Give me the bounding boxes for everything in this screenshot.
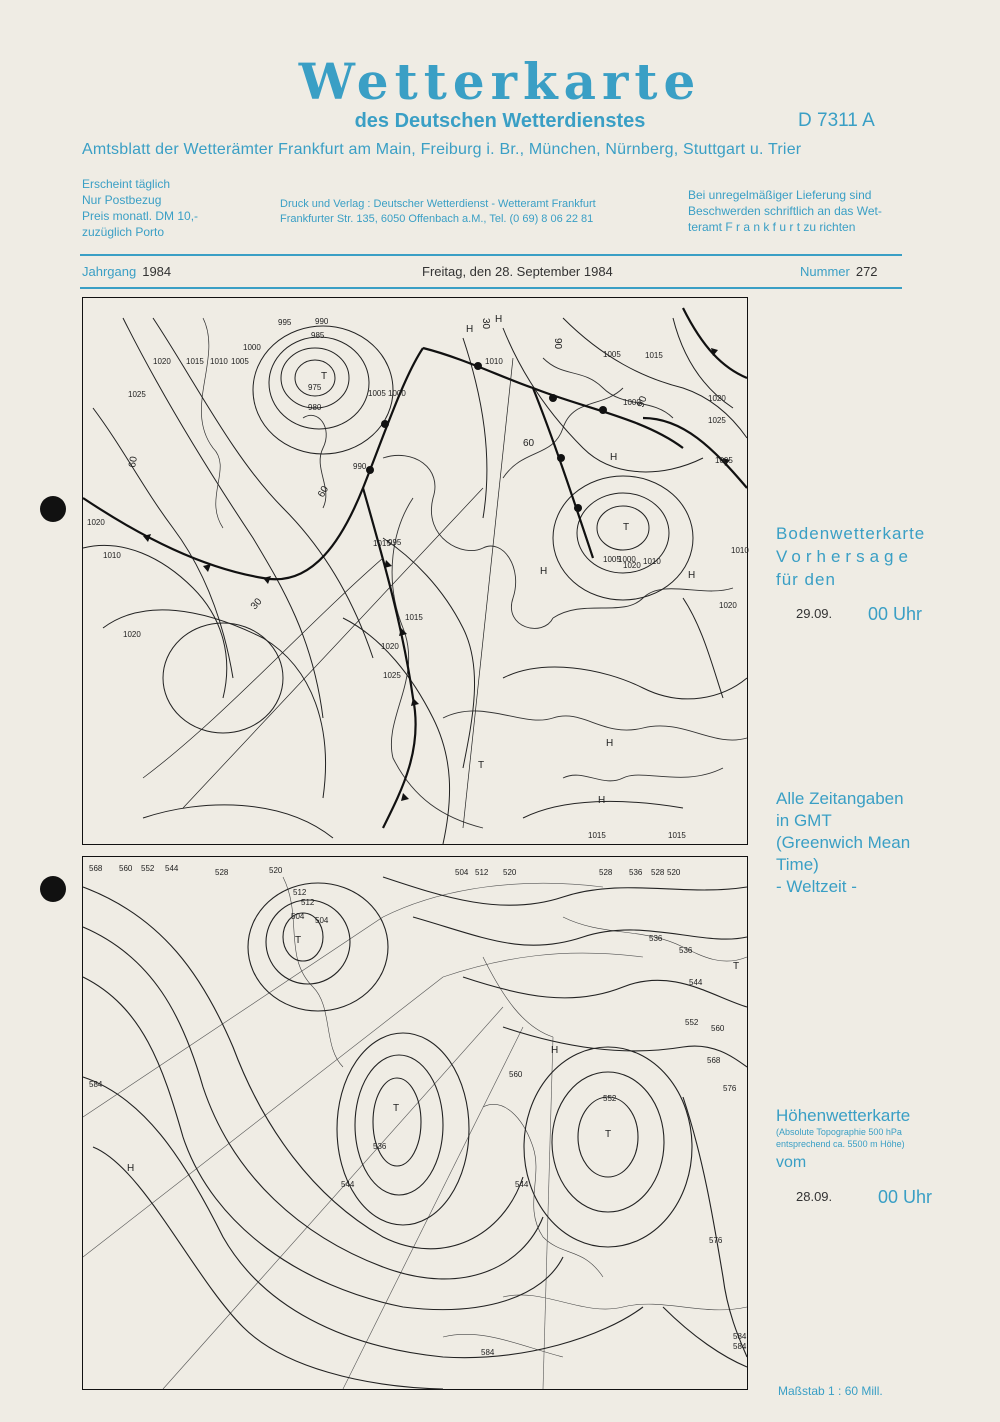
high-pressure-symbol: H xyxy=(127,1163,135,1174)
isobar-label: 1025 xyxy=(708,416,726,425)
contour-label: 520 xyxy=(667,868,681,877)
high-pressure-symbol: H xyxy=(610,452,618,463)
contour-label: 520 xyxy=(503,868,517,877)
isobar-label: 1020 xyxy=(719,601,737,610)
isobar-label: 1010 xyxy=(485,357,503,366)
low-pressure-symbol: T xyxy=(478,760,485,771)
contour-label: 552 xyxy=(685,1018,699,1027)
isobar-label: 1005 xyxy=(368,389,386,398)
contour-label: 528 xyxy=(599,868,613,877)
contour-label: 520 xyxy=(269,866,283,875)
year-label: Jahrgang xyxy=(82,264,137,279)
contours xyxy=(83,877,747,1389)
contour-label: 536 xyxy=(373,1142,387,1151)
low-pressure-symbol: T xyxy=(393,1103,400,1114)
gmt-line: Alle Zeitangaben xyxy=(776,789,904,808)
upper-map-date: 28.09. xyxy=(796,1189,833,1204)
number-value: 272 xyxy=(855,264,878,279)
contour-label: 504 xyxy=(315,916,329,925)
contour-label: 584 xyxy=(481,1348,495,1357)
publication-line: zuzüglich Porto xyxy=(82,225,165,239)
punch-hole xyxy=(40,496,66,522)
upper-labels xyxy=(89,864,747,1357)
front-label: 60 xyxy=(316,484,332,500)
number-group xyxy=(800,264,878,279)
upper-map-note xyxy=(776,1126,956,1150)
contour-label: 584 xyxy=(733,1342,747,1351)
contour-label: 536 xyxy=(629,868,643,877)
high-pressure-symbol: H xyxy=(688,570,696,581)
low-pressure-symbol: T xyxy=(295,935,302,946)
front-label: 90 xyxy=(552,338,563,350)
isobar-label: 1010 xyxy=(103,551,121,560)
isobar-label: 980 xyxy=(308,403,322,412)
isobar-label: 1020 xyxy=(87,518,105,527)
contour-label: 568 xyxy=(707,1056,721,1065)
contour-label: 536 xyxy=(679,946,693,955)
issue-row xyxy=(82,264,900,282)
high-pressure-symbol: H xyxy=(466,324,474,335)
surface-map-title xyxy=(776,522,925,591)
upper-map-canvas xyxy=(83,857,747,1389)
graticule-upper xyxy=(83,883,643,1389)
high-pressure-symbol: H xyxy=(551,1045,559,1056)
isobar-label: 1025 xyxy=(383,671,401,680)
upper-note-line: entsprechend ca. 5500 m Höhe) xyxy=(776,1139,905,1149)
delivery-line: teramt F r a n k f u r t zu richten xyxy=(688,220,856,234)
contour-label: 544 xyxy=(165,864,179,873)
publication-line: Preis monatl. DM 10,- xyxy=(82,209,199,223)
upper-map-title: Höhenwetterkarte xyxy=(776,1106,911,1125)
contour-label: 544 xyxy=(341,1180,355,1189)
high-pressure-symbol: H xyxy=(598,795,606,806)
isobar-label: 975 xyxy=(308,383,322,392)
front-label: 90 xyxy=(635,394,650,410)
isobar-label: 1015 xyxy=(645,351,663,360)
coastlines xyxy=(201,318,747,828)
isobar-label: 1005 xyxy=(603,555,621,564)
high-pressure-symbol: H xyxy=(540,566,548,577)
delivery-info xyxy=(688,187,882,235)
year-value: 1984 xyxy=(142,264,172,279)
surface-labels xyxy=(87,314,749,840)
newspaper-title: Wetterkarte xyxy=(298,52,702,111)
isobar-label: 1015 xyxy=(588,831,606,840)
fronts xyxy=(83,308,747,828)
contour-label: 584 xyxy=(89,1080,103,1089)
front-label: 60 xyxy=(127,455,140,469)
print-info xyxy=(280,197,596,227)
isobar-label: 1005 xyxy=(715,456,733,465)
surface-weather-map xyxy=(82,297,748,845)
offices-line: Amtsblatt der Wetterämter Frankfurt am Main, Freiburg i. Br., München, Nürnberg, Stuttgart u. Trier xyxy=(82,141,802,158)
upper-air-map xyxy=(82,856,748,1390)
upper-map-vom: vom xyxy=(776,1154,807,1171)
punch-hole xyxy=(40,876,66,902)
high-pressure-symbol: H xyxy=(495,314,503,325)
number-label: Nummer xyxy=(800,264,850,279)
delivery-line: Bei unregelmäßiger Lieferung sind xyxy=(688,188,872,202)
gmt-line: (Greenwich Mean xyxy=(776,833,911,852)
isobar-label: 1020 xyxy=(123,630,141,639)
contour-label: 544 xyxy=(689,978,703,987)
contour-label: 528 xyxy=(651,868,665,877)
isobar-label: 1015 xyxy=(405,613,423,622)
publication-info xyxy=(82,176,198,240)
surface-map-date: 29.09. xyxy=(796,606,833,621)
contour-label: 528 xyxy=(215,868,229,877)
publication-line: Erscheint täglich xyxy=(82,177,171,191)
isobar-label: 1015 xyxy=(373,539,391,548)
year-group xyxy=(82,264,171,279)
low-pressure-symbol: T xyxy=(623,522,630,533)
contour-label: 576 xyxy=(709,1236,723,1245)
divider-issue xyxy=(80,287,902,289)
map-scale: Maßstab 1 : 60 Mill. xyxy=(778,1384,883,1398)
contour-label: 560 xyxy=(509,1070,523,1079)
gmt-line: in GMT xyxy=(776,811,832,830)
contour-label: 576 xyxy=(723,1084,737,1093)
isobar-label: 1020 xyxy=(153,357,171,366)
low-pressure-symbol: T xyxy=(321,371,328,382)
gmt-note xyxy=(776,788,956,898)
front-label: 30 xyxy=(480,318,491,330)
contour-label: 544 xyxy=(515,1180,529,1189)
high-pressure-symbol: H xyxy=(606,738,614,749)
gmt-line: - Weltzeit - xyxy=(776,877,857,896)
low-pressure-symbol: T xyxy=(605,1129,612,1140)
front-label: 60 xyxy=(523,438,535,449)
issue-date: Freitag, den 28. September 1984 xyxy=(422,264,613,279)
contour-label: 512 xyxy=(475,868,489,877)
isobars xyxy=(83,318,747,844)
surface-title-line: Bodenwetterkarte xyxy=(776,524,926,543)
isobar-label: 1000 xyxy=(618,555,636,564)
contour-label: 504 xyxy=(455,868,469,877)
upper-map-time: 00 Uhr xyxy=(878,1187,933,1207)
coastlines-upper xyxy=(283,877,747,1357)
delivery-line: Beschwerden schriftlich an das Wet- xyxy=(688,204,882,218)
upper-note-line: (Absolute Topographie 500 hPa xyxy=(776,1127,902,1137)
front-label: 30 xyxy=(248,596,265,612)
isobar-label: 1020 xyxy=(623,561,641,570)
surface-title-line: Vorhersage xyxy=(776,547,913,566)
isobar-label: 1025 xyxy=(128,390,146,399)
isobar-label: 1015 xyxy=(186,357,204,366)
divider-top xyxy=(80,254,902,256)
print-line: Frankfurter Str. 135, 6050 Offenbach a.M., Tel. (0 69) 8 06 22 81 xyxy=(280,213,594,225)
publication-line: Nur Postbezug xyxy=(82,193,162,207)
isobar-label: 995 xyxy=(278,318,292,327)
isobar-label: 1000 xyxy=(243,343,261,352)
isobar-label: 1005 xyxy=(231,357,249,366)
gmt-line: Time) xyxy=(776,855,819,874)
contour-label: 536 xyxy=(649,934,663,943)
contour-label: 568 xyxy=(89,864,103,873)
contour-label: 512 xyxy=(293,888,307,897)
isobar-label: 990 xyxy=(353,462,367,471)
isobar-label: 1005 xyxy=(603,350,621,359)
contour-label: 560 xyxy=(711,1024,725,1033)
contour-label: 560 xyxy=(119,864,133,873)
contour-label: 552 xyxy=(141,864,155,873)
isobar-label: 985 xyxy=(311,331,325,340)
isobar-label: 1020 xyxy=(708,394,726,403)
isobar-label: 995 xyxy=(388,538,402,547)
print-line: Druck und Verlag : Deutscher Wetterdienst - Wetteramt Frankfurt xyxy=(280,198,596,210)
isobar-label: 1010 xyxy=(731,546,749,555)
contour-label: 584 xyxy=(733,1332,747,1341)
document-id: D 7311 A xyxy=(798,110,875,131)
isobar-label: 1000 xyxy=(388,389,406,398)
contour-label: 512 xyxy=(301,898,315,907)
newspaper-subtitle: des Deutschen Wetterdienstes xyxy=(354,110,646,132)
isobar-label: 1015 xyxy=(668,831,686,840)
contour-label: 504 xyxy=(291,912,305,921)
isobar-label: 1000 xyxy=(623,398,641,407)
isobar-label: 1010 xyxy=(210,357,228,366)
surface-map-time: 00 Uhr xyxy=(868,604,923,624)
isobar-label: 990 xyxy=(315,317,329,326)
contour-label: 552 xyxy=(603,1094,617,1103)
low-pressure-symbol: T xyxy=(733,961,740,972)
surface-map-canvas xyxy=(83,298,747,844)
isobar-label: 1010 xyxy=(643,557,661,566)
isobar-label: 1020 xyxy=(381,642,399,651)
surface-title-line: für den xyxy=(776,570,836,589)
